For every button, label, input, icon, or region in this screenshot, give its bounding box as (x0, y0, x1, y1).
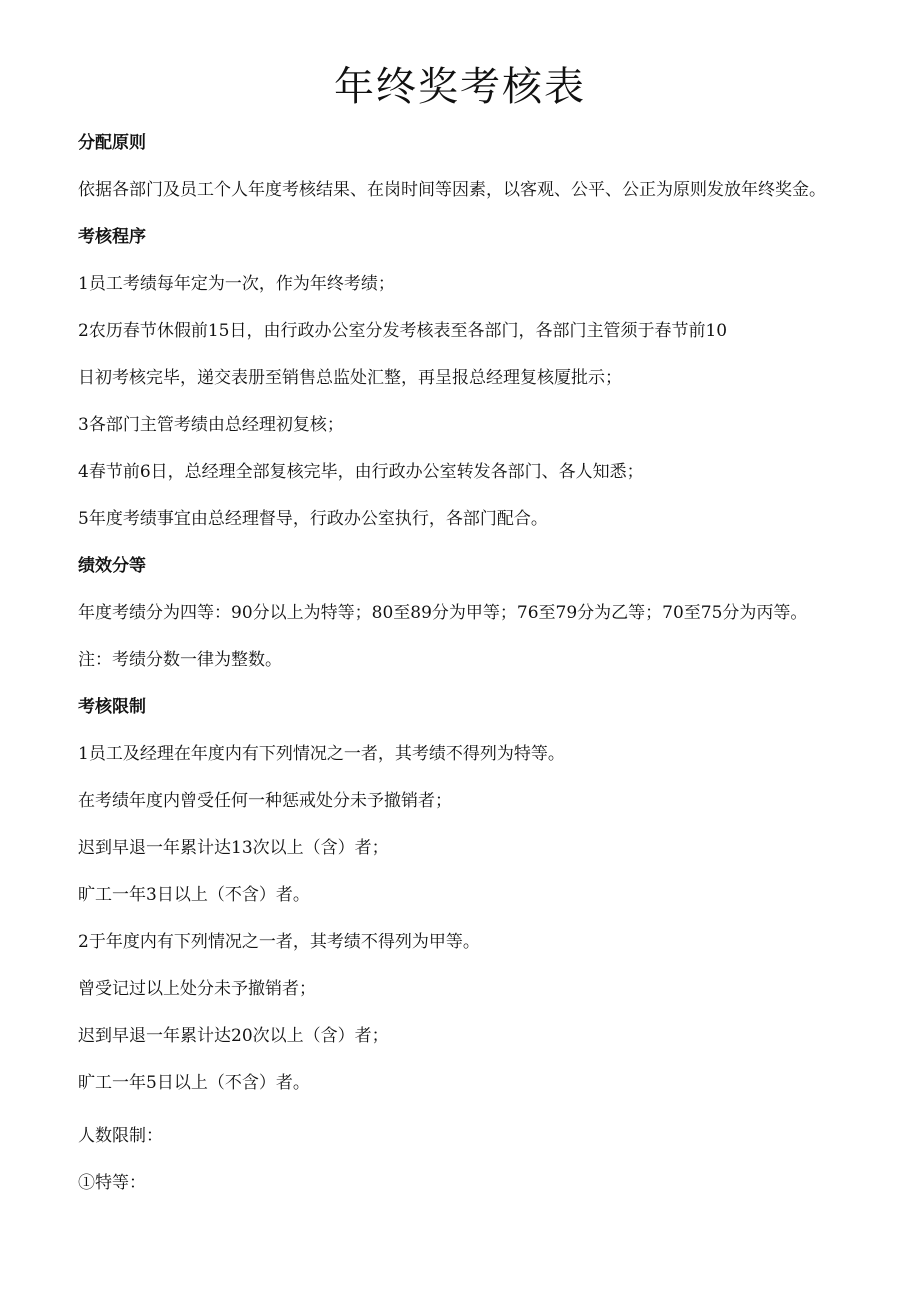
paragraph-line: 旷工一年3日以上（不含）者。 (78, 885, 310, 905)
paragraph-line: 1员工考绩每年定为一次，作为年终考绩； (78, 274, 395, 294)
paragraph-line: 2于年度内有下列情况之一者，其考绩不得列为甲等。 (78, 932, 480, 952)
paragraph-line: 依据各部门及员工个人年度考核结果、在岗时间等因素，以客观、公平、公正为原则发放年终奖金。 (78, 180, 826, 200)
paragraph-line-headcount: 人数限制： (78, 1126, 163, 1146)
paragraph-line: 年度考绩分为四等：90分以上为特等；80至89分为甲等；76至79分为乙等；70至75分为丙等。 (78, 603, 808, 623)
paragraph-line-special-grade: ①特等： (78, 1173, 146, 1193)
paragraph-line: 3各部门主管考绩由总经理初复核； (78, 415, 344, 435)
paragraph-line: 日初考核完毕，递交表册至销售总监处汇整，再呈报总经理复核厦批示； (78, 368, 622, 388)
paragraph-line: 迟到早退一年累计达20次以上（含）者； (78, 1026, 389, 1046)
section-heading-distribution: 分配原则 (78, 133, 146, 153)
paragraph-line: 4春节前6日，总经理全部复核完毕，由行政办公室转发各部门、各人知悉； (78, 462, 644, 482)
section-heading-grading: 绩效分等 (78, 556, 146, 576)
paragraph-line: 在考绩年度内曾受任何一种惩戒处分未予撤销者； (78, 791, 452, 811)
document-title: 年终奖考核表 (334, 64, 586, 110)
paragraph-line: 5年度考绩事宜由总经理督导，行政办公室执行，各部门配合。 (78, 509, 548, 529)
paragraph-line: 注：考绩分数一律为整数。 (78, 650, 282, 670)
section-heading-procedure: 考核程序 (78, 227, 146, 247)
paragraph-line: 迟到早退一年累计达13次以上（含）者； (78, 838, 389, 858)
document-body (78, 124, 908, 1211)
paragraph-line: 旷工一年5日以上（不含）者。 (78, 1073, 310, 1093)
section-heading-restrictions: 考核限制 (78, 697, 146, 717)
paragraph-line: 曾受记过以上处分未予撤销者； (78, 979, 316, 999)
paragraph-line: 2农历春节休假前15日，由行政办公室分发考核表至各部门，各部门主管须于春节前10 (78, 321, 728, 341)
paragraph-line: 1员工及经理在年度内有下列情况之一者，其考绩不得列为特等。 (78, 744, 565, 764)
